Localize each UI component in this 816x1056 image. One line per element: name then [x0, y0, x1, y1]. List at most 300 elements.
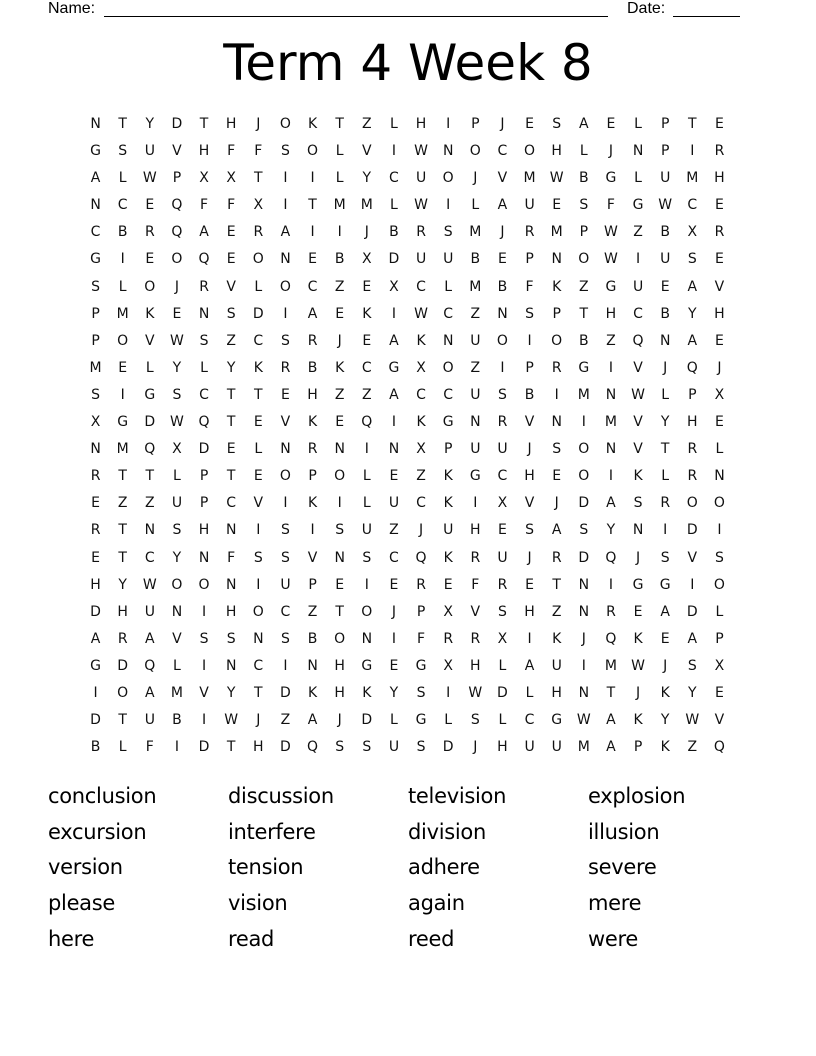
grid-cell[interactable]: L [715, 603, 724, 620]
grid-cell[interactable]: V [524, 414, 535, 431]
grid-cell[interactable]: G [632, 576, 644, 593]
grid-cell[interactable]: Y [688, 305, 697, 322]
grid-cell[interactable]: V [280, 414, 291, 431]
grid-cell[interactable]: N [632, 143, 644, 160]
grid-cell[interactable]: O [144, 278, 156, 295]
grid-cell[interactable]: I [283, 657, 288, 674]
grid-cell[interactable]: U [470, 386, 481, 403]
grid-cell[interactable]: I [283, 197, 288, 214]
grid-cell[interactable]: S [362, 549, 372, 566]
grid-cell[interactable]: E [362, 332, 372, 349]
grid-cell[interactable]: I [663, 522, 668, 539]
grid-cell[interactable]: I [93, 684, 98, 701]
grid-cell[interactable]: B [579, 332, 589, 349]
grid-cell[interactable]: J [418, 522, 424, 539]
grid-cell[interactable]: H [225, 116, 237, 132]
grid-cell[interactable]: I [201, 712, 207, 729]
grid-cell[interactable]: X [714, 657, 725, 674]
grid-cell[interactable]: V [307, 549, 318, 566]
grid-cell[interactable]: A [389, 386, 399, 403]
grid-cell[interactable]: M [170, 684, 183, 701]
grid-cell[interactable]: W [224, 712, 239, 729]
grid-cell[interactable]: U [524, 197, 535, 214]
grid-cell[interactable]: C [416, 278, 426, 295]
grid-cell[interactable]: P [660, 143, 670, 160]
grid-cell[interactable]: J [256, 116, 261, 132]
grid-cell[interactable]: I [337, 495, 342, 512]
grid-cell[interactable]: W [414, 143, 428, 160]
grid-cell[interactable]: X [362, 251, 372, 268]
grid-cell[interactable]: I [391, 414, 396, 431]
grid-cell[interactable]: E [91, 495, 100, 512]
grid-cell[interactable]: V [687, 549, 698, 566]
grid-cell[interactable]: R [551, 359, 562, 376]
grid-cell[interactable]: E [226, 224, 236, 241]
grid-cell[interactable]: K [362, 305, 372, 322]
grid-cell[interactable]: C [687, 197, 698, 214]
grid-cell[interactable]: P [552, 305, 561, 322]
grid-cell[interactable]: B [307, 359, 318, 376]
grid-cell[interactable]: Z [389, 522, 399, 539]
grid-cell[interactable]: T [254, 684, 263, 701]
grid-cell[interactable]: T [226, 414, 236, 431]
grid-cell[interactable]: F [145, 739, 154, 756]
grid-cell[interactable]: S [280, 549, 290, 566]
grid-cell[interactable]: B [117, 224, 128, 241]
grid-cell[interactable]: O [252, 251, 264, 268]
grid-cell[interactable]: A [606, 712, 616, 729]
grid-cell[interactable]: Q [686, 359, 698, 376]
grid-cell[interactable]: W [549, 170, 564, 187]
grid-cell[interactable]: Y [172, 549, 182, 566]
grid-cell[interactable]: C [253, 332, 264, 349]
grid-cell[interactable]: J [391, 603, 396, 620]
grid-cell[interactable]: T [199, 116, 209, 132]
grid-cell[interactable]: I [201, 657, 207, 674]
grid-cell[interactable]: E [498, 251, 507, 268]
grid-cell[interactable]: J [500, 116, 505, 132]
grid-cell[interactable]: U [388, 739, 400, 756]
grid-cell[interactable]: L [498, 657, 507, 674]
grid-cell[interactable]: O [198, 576, 210, 593]
grid-cell[interactable]: Q [361, 414, 373, 431]
grid-cell[interactable]: M [604, 657, 617, 674]
grid-cell[interactable]: N [442, 332, 454, 349]
grid-cell[interactable]: Z [307, 603, 318, 620]
grid-cell[interactable]: X [497, 495, 508, 512]
grid-cell[interactable]: N [578, 684, 590, 701]
grid-cell[interactable]: U [497, 441, 508, 458]
grid-cell[interactable]: O [307, 143, 319, 160]
grid-cell[interactable]: T [660, 441, 670, 458]
grid-cell[interactable]: N [280, 251, 291, 268]
grid-cell[interactable]: Z [606, 332, 616, 349]
grid-cell[interactable]: F [606, 197, 615, 214]
grid-cell[interactable]: L [173, 468, 181, 485]
grid-cell[interactable]: S [199, 630, 209, 647]
grid-cell[interactable]: O [524, 143, 536, 160]
grid-cell[interactable]: C [416, 386, 426, 403]
grid-cell[interactable]: G [659, 576, 671, 593]
grid-cell[interactable]: C [497, 143, 508, 160]
grid-cell[interactable]: X [226, 170, 236, 187]
grid-cell[interactable]: S [443, 224, 453, 241]
grid-cell[interactable]: E [715, 116, 724, 132]
grid-cell[interactable]: T [226, 386, 236, 403]
grid-cell[interactable]: G [605, 170, 617, 187]
grid-cell[interactable]: S [335, 739, 345, 756]
grid-cell[interactable]: H [334, 657, 345, 674]
grid-cell[interactable]: J [473, 170, 478, 187]
grid-cell[interactable]: I [337, 224, 342, 241]
grid-cell[interactable]: R [90, 468, 101, 485]
grid-cell[interactable]: V [524, 495, 535, 512]
grid-cell[interactable]: O [252, 603, 264, 620]
grid-cell[interactable]: R [416, 224, 426, 241]
grid-cell[interactable]: G [90, 143, 101, 160]
grid-cell[interactable]: S [280, 630, 290, 647]
grid-cell[interactable]: L [118, 170, 127, 187]
grid-cell[interactable]: K [443, 468, 453, 485]
grid-cell[interactable]: U [524, 739, 535, 756]
grid-cell[interactable]: V [497, 170, 508, 187]
grid-cell[interactable]: U [415, 251, 427, 268]
grid-cell[interactable]: I [120, 386, 125, 403]
grid-cell[interactable]: U [171, 495, 183, 512]
grid-cell[interactable]: N [334, 441, 345, 458]
grid-cell[interactable]: I [690, 576, 695, 593]
grid-cell[interactable]: R [470, 630, 481, 647]
grid-cell[interactable]: M [360, 197, 373, 214]
grid-cell[interactable]: N [90, 116, 101, 132]
grid-cell[interactable]: C [199, 386, 209, 403]
grid-cell[interactable]: Q [171, 197, 183, 214]
grid-cell[interactable]: P [199, 495, 209, 512]
grid-cell[interactable]: D [686, 603, 698, 620]
grid-cell[interactable]: P [172, 170, 182, 187]
grid-cell[interactable]: P [715, 630, 724, 647]
grid-cell[interactable]: W [631, 657, 645, 674]
grid-cell[interactable]: R [524, 224, 535, 241]
grid-cell[interactable]: I [310, 224, 315, 241]
date-blank-line[interactable] [673, 16, 740, 17]
grid-cell[interactable]: C [361, 359, 372, 376]
grid-cell[interactable]: F [471, 576, 480, 593]
grid-cell[interactable]: U [551, 739, 562, 756]
grid-cell[interactable]: T [254, 170, 263, 187]
grid-cell[interactable]: O [578, 251, 590, 268]
grid-cell[interactable]: W [685, 712, 700, 729]
grid-cell[interactable]: C [389, 549, 399, 566]
grid-cell[interactable]: N [171, 603, 183, 620]
grid-cell[interactable]: W [658, 197, 673, 214]
grid-cell[interactable]: S [497, 386, 507, 403]
grid-cell[interactable]: W [468, 684, 483, 701]
grid-cell[interactable]: X [714, 386, 725, 403]
grid-cell[interactable]: L [254, 441, 263, 458]
grid-cell[interactable]: N [714, 468, 725, 485]
grid-cell[interactable]: B [172, 712, 182, 729]
grid-cell[interactable]: E [335, 414, 345, 431]
grid-cell[interactable]: O [334, 630, 346, 647]
grid-cell[interactable]: P [91, 305, 100, 322]
grid-cell[interactable]: Z [362, 386, 372, 403]
grid-cell[interactable]: N [361, 630, 373, 647]
grid-cell[interactable]: P [579, 224, 589, 241]
grid-cell[interactable]: R [470, 549, 481, 566]
grid-cell[interactable]: R [497, 414, 508, 431]
grid-cell[interactable]: Y [172, 359, 182, 376]
grid-cell[interactable]: Y [145, 116, 155, 132]
grid-cell[interactable]: L [335, 170, 344, 187]
grid-cell[interactable]: G [117, 414, 129, 431]
grid-cell[interactable]: I [283, 495, 288, 512]
grid-cell[interactable]: B [579, 170, 589, 187]
grid-cell[interactable]: N [551, 251, 562, 268]
grid-cell[interactable]: U [415, 170, 427, 187]
grid-cell[interactable]: U [660, 170, 671, 187]
grid-cell[interactable]: O [713, 495, 725, 512]
grid-cell[interactable]: M [116, 441, 129, 458]
grid-cell[interactable]: M [116, 305, 129, 322]
grid-cell[interactable]: A [90, 170, 101, 187]
grid-cell[interactable]: A [606, 739, 616, 756]
grid-cell[interactable]: I [446, 197, 451, 214]
grid-cell[interactable]: A [280, 224, 291, 241]
grid-cell[interactable]: Z [416, 468, 426, 485]
grid-cell[interactable]: B [307, 630, 318, 647]
grid-cell[interactable]: V [172, 630, 182, 647]
grid-cell[interactable]: S [416, 739, 426, 756]
grid-cell[interactable]: G [551, 712, 563, 729]
grid-cell[interactable]: E [715, 251, 724, 268]
grid-cell[interactable]: H [334, 684, 345, 701]
grid-cell[interactable]: A [90, 630, 101, 647]
grid-cell[interactable]: E [91, 549, 100, 566]
grid-cell[interactable]: Z [362, 116, 372, 132]
grid-cell[interactable]: Q [198, 251, 210, 268]
grid-cell[interactable]: N [198, 305, 210, 322]
grid-cell[interactable]: O [496, 332, 508, 349]
grid-cell[interactable]: L [444, 278, 453, 295]
grid-cell[interactable]: E [281, 386, 290, 403]
grid-cell[interactable]: Q [307, 739, 319, 756]
grid-cell[interactable]: E [606, 116, 616, 132]
grid-cell[interactable]: G [442, 414, 454, 431]
grid-cell[interactable]: N [632, 522, 644, 539]
grid-cell[interactable]: H [551, 143, 562, 160]
grid-cell[interactable]: I [717, 522, 722, 539]
grid-cell[interactable]: L [173, 657, 181, 674]
grid-cell[interactable]: I [608, 359, 613, 376]
grid-cell[interactable]: R [307, 332, 318, 349]
grid-cell[interactable]: Q [605, 630, 617, 647]
grid-cell[interactable]: F [227, 197, 236, 214]
grid-cell[interactable]: L [661, 386, 670, 403]
grid-cell[interactable]: I [500, 359, 505, 376]
grid-cell[interactable]: N [334, 549, 345, 566]
grid-cell[interactable]: K [307, 116, 318, 132]
grid-cell[interactable]: F [417, 630, 426, 647]
grid-cell[interactable]: N [90, 441, 101, 458]
grid-cell[interactable]: J [663, 657, 668, 674]
grid-cell[interactable]: I [391, 305, 396, 322]
grid-cell[interactable]: K [253, 359, 263, 376]
grid-cell[interactable]: A [389, 332, 399, 349]
grid-cell[interactable]: D [442, 739, 454, 756]
grid-cell[interactable]: I [581, 414, 586, 431]
grid-cell[interactable]: S [253, 549, 263, 566]
grid-cell[interactable]: M [469, 224, 482, 241]
grid-cell[interactable]: M [577, 739, 590, 756]
grid-cell[interactable]: P [633, 739, 643, 756]
grid-cell[interactable]: S [280, 522, 290, 539]
grid-cell[interactable]: E [226, 251, 236, 268]
grid-cell[interactable]: B [389, 224, 399, 241]
grid-cell[interactable]: I [310, 522, 315, 539]
grid-cell[interactable]: U [280, 576, 291, 593]
grid-cell[interactable]: R [606, 603, 616, 620]
grid-cell[interactable]: E [715, 414, 724, 431]
grid-cell[interactable]: I [364, 576, 369, 593]
grid-cell[interactable]: C [144, 549, 155, 566]
grid-cell[interactable]: H [470, 522, 481, 539]
grid-cell[interactable]: V [362, 143, 372, 160]
grid-cell[interactable]: H [198, 143, 210, 160]
grid-cell[interactable]: A [497, 197, 508, 214]
grid-cell[interactable]: N [280, 441, 291, 458]
grid-cell[interactable]: R [687, 441, 698, 458]
grid-cell[interactable]: I [364, 441, 369, 458]
grid-cell[interactable]: S [172, 522, 182, 539]
grid-cell[interactable]: L [362, 495, 371, 512]
grid-cell[interactable]: O [713, 576, 725, 593]
grid-cell[interactable]: I [446, 116, 451, 132]
grid-cell[interactable]: N [225, 576, 237, 593]
grid-cell[interactable]: J [717, 359, 722, 376]
grid-cell[interactable]: K [552, 278, 562, 295]
grid-cell[interactable]: O [578, 468, 590, 485]
grid-cell[interactable]: O [686, 495, 698, 512]
grid-cell[interactable]: U [361, 522, 372, 539]
grid-cell[interactable]: L [498, 712, 507, 729]
grid-cell[interactable]: S [226, 305, 236, 322]
grid-cell[interactable]: S [525, 305, 534, 322]
grid-cell[interactable]: B [470, 251, 481, 268]
grid-cell[interactable]: K [552, 630, 562, 647]
grid-cell[interactable]: Q [605, 549, 617, 566]
grid-cell[interactable]: P [308, 468, 317, 485]
grid-cell[interactable]: X [687, 224, 698, 241]
grid-cell[interactable]: S [552, 116, 562, 132]
grid-cell[interactable]: C [117, 197, 128, 214]
grid-cell[interactable]: E [552, 468, 562, 485]
grid-cell[interactable]: E [498, 522, 507, 539]
grid-cell[interactable]: D [388, 251, 400, 268]
grid-cell[interactable]: P [471, 116, 480, 132]
grid-cell[interactable]: A [687, 630, 698, 647]
grid-cell[interactable]: G [605, 278, 617, 295]
grid-cell[interactable]: T [688, 116, 697, 132]
grid-cell[interactable]: U [443, 522, 454, 539]
grid-cell[interactable]: L [715, 441, 724, 458]
grid-cell[interactable]: G [144, 386, 156, 403]
grid-cell[interactable]: Y [660, 712, 670, 729]
grid-cell[interactable]: T [118, 712, 127, 729]
grid-cell[interactable]: I [283, 170, 288, 187]
grid-cell[interactable]: F [254, 143, 263, 160]
grid-cell[interactable]: D [171, 116, 183, 132]
grid-cell[interactable]: M [89, 359, 102, 376]
grid-cell[interactable]: I [120, 251, 125, 268]
grid-cell[interactable]: R [687, 468, 698, 485]
grid-cell[interactable]: N [198, 549, 210, 566]
grid-cell[interactable]: W [142, 170, 157, 187]
grid-cell[interactable]: Z [579, 278, 589, 295]
grid-cell[interactable]: K [660, 684, 670, 701]
grid-cell[interactable]: N [605, 386, 617, 403]
grid-cell[interactable]: V [470, 603, 481, 620]
grid-cell[interactable]: A [687, 332, 698, 349]
grid-cell[interactable]: O [551, 332, 563, 349]
grid-cell[interactable]: E [443, 576, 453, 593]
grid-cell[interactable]: G [578, 359, 590, 376]
grid-cell[interactable]: S [91, 278, 100, 295]
grid-cell[interactable]: C [253, 657, 264, 674]
grid-cell[interactable]: K [416, 414, 426, 431]
grid-cell[interactable]: O [117, 332, 129, 349]
grid-cell[interactable]: J [635, 549, 641, 566]
grid-cell[interactable]: H [117, 603, 128, 620]
grid-cell[interactable]: J [473, 739, 478, 756]
grid-cell[interactable]: K [307, 495, 318, 512]
grid-cell[interactable]: S [552, 441, 562, 458]
grid-cell[interactable]: E [145, 251, 155, 268]
grid-cell[interactable]: S [118, 143, 128, 160]
grid-cell[interactable]: O [171, 251, 183, 268]
grid-cell[interactable]: J [337, 332, 342, 349]
grid-cell[interactable]: S [226, 630, 236, 647]
grid-cell[interactable]: K [633, 468, 643, 485]
grid-cell[interactable]: J [554, 495, 559, 512]
grid-cell[interactable]: H [497, 739, 508, 756]
grid-cell[interactable]: V [226, 278, 236, 295]
grid-cell[interactable]: P [660, 116, 670, 132]
grid-cell[interactable]: E [389, 468, 399, 485]
grid-cell[interactable]: T [226, 468, 236, 485]
grid-cell[interactable]: S [335, 522, 345, 539]
grid-cell[interactable]: J [256, 712, 261, 729]
grid-cell[interactable]: V [633, 414, 643, 431]
grid-cell[interactable]: N [225, 657, 237, 674]
grid-cell[interactable]: P [308, 576, 317, 593]
grid-cell[interactable]: K [633, 630, 643, 647]
grid-cell[interactable]: W [604, 224, 618, 241]
grid-cell[interactable]: P [91, 332, 100, 349]
grid-cell[interactable]: V [714, 278, 725, 295]
grid-cell[interactable]: S [633, 495, 643, 512]
grid-cell[interactable]: I [256, 576, 261, 593]
grid-cell[interactable]: I [690, 143, 695, 160]
grid-cell[interactable]: S [416, 684, 426, 701]
grid-cell[interactable]: O [578, 441, 590, 458]
grid-cell[interactable]: B [497, 278, 508, 295]
grid-cell[interactable]: C [497, 468, 508, 485]
grid-cell[interactable]: A [687, 278, 698, 295]
grid-cell[interactable]: L [390, 197, 398, 214]
grid-cell[interactable]: X [253, 197, 264, 214]
grid-cell[interactable]: S [470, 712, 480, 729]
